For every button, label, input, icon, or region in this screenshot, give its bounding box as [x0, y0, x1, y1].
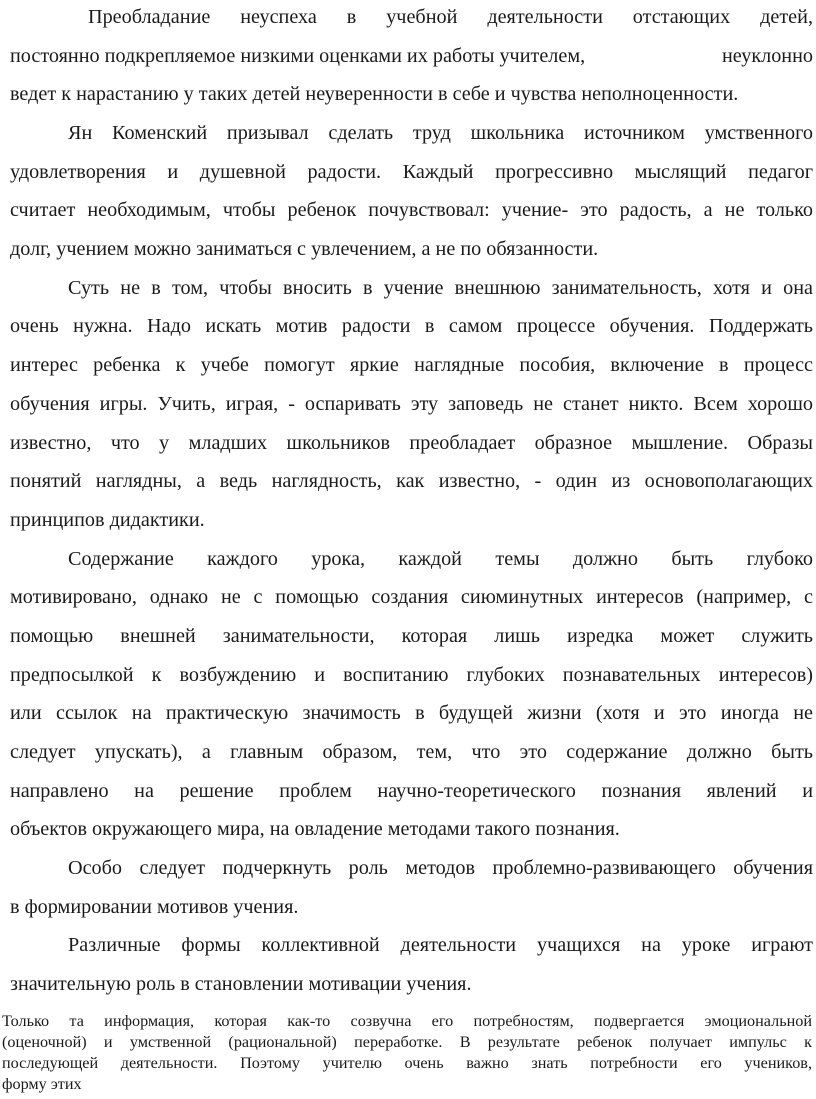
footnote-line-4: форму этих [2, 1075, 82, 1093]
paragraph-4-line-6: следует упускать), а главным образом, тем, что это содержание должно быть [10, 741, 813, 763]
paragraph-3-line-3: интерес ребенка к учебе помогут яркие наглядные пособия, включение в процесс [10, 354, 813, 376]
paragraph-4-line-1: Содержание каждого урока, каждой темы должно быть глубоко [68, 548, 813, 570]
footnote-line-3: последующей деятельности. Поэтому учителю очень важно знать потребности его учеников, [2, 1054, 812, 1072]
paragraph-1-line-2-text: постоянно подкрепляемое низкими оценками их работы учителем, [10, 45, 586, 67]
paragraph-2-line-3: считает необходимым, чтобы ребенок почувствовал: учение- это радость, а не только [10, 199, 813, 221]
paragraph-1-line-2 [10, 41, 813, 71]
paragraph-2-line-4: долг, учением можно заниматься с увлечением, а не по обязанности. [10, 238, 599, 260]
paragraph-5-line-1: Особо следует подчеркнуть роль методов проблемно-развивающего обучения [68, 857, 813, 879]
paragraph-3-line-4: обучения игры. Учить, играя, - оспаривать эту заповедь не станет никто. Всем хорошо [10, 393, 813, 415]
paragraph-4-line-2: мотивировано, однако не с помощью создания сиюминутных интересов (например, с [10, 586, 813, 608]
paragraph-3-line-6: понятий наглядны, а ведь наглядность, как известно, - один из основополагающих [10, 470, 813, 492]
paragraph-2-line-1: Ян Коменский призывал сделать труд школьника источником умственного [68, 122, 813, 144]
paragraph-4-line-3: помощью внешней занимательности, которая лишь изредка может служить [10, 625, 813, 647]
paragraph-3-line-2: очень нужна. Надо искать мотив радости в самом процессе обучения. Поддержать [10, 315, 813, 337]
paragraph-4-line-4: предпосылкой к возбуждению и воспитанию глубоких познавательных интересов) [10, 664, 813, 686]
paragraph-3-line-5: известно, что у младших школьников преобладает образное мышление. Образы [10, 432, 813, 454]
footnote-line-1: Только та информация, которая как-то созвучна его потребностям, подвергается эмоциональной [2, 1012, 812, 1030]
paragraph-6-line-2: значительную роль в становлении мотивации учения. [10, 973, 472, 995]
paragraph-3-line-1: Суть не в том, чтобы вносить в учение внешнюю занимательность, хотя и она [68, 277, 813, 299]
paragraph-1-line-2-tail: неуклонно [721, 45, 813, 67]
paragraph-3-line-7: принципов дидактики. [10, 509, 205, 531]
paragraph-4-line-5: или ссылок на практическую значимость в будущей жизни (хотя и это иногда не [10, 702, 813, 724]
paragraph-4-line-7: направлено на решение проблем научно-теоретического познания явлений и [10, 780, 813, 802]
paragraph-4-line-8: объектов окружающего мира, на овладение методами такого познания. [10, 818, 620, 840]
paragraph-1-line-3: ведет к нарастанию у таких детей неуверенности в себе и чувства неполноценности. [10, 83, 739, 105]
paragraph-6-line-1: Различные формы коллективной деятельности учащихся на уроке играют [68, 934, 813, 956]
paragraph-1-line-1: Преобладание неуспеха в учебной деятельности отстающих детей, [88, 6, 813, 28]
paragraph-5-line-2: в формировании мотивов учения. [10, 896, 299, 918]
footnote-line-2: (оценочной) и умственной (рациональной) переработке. В результате ребенок получает импульс к [2, 1033, 812, 1051]
paragraph-2-line-2: удовлетворения и душевной радости. Каждый прогрессивно мыслящий педагог [10, 161, 813, 183]
